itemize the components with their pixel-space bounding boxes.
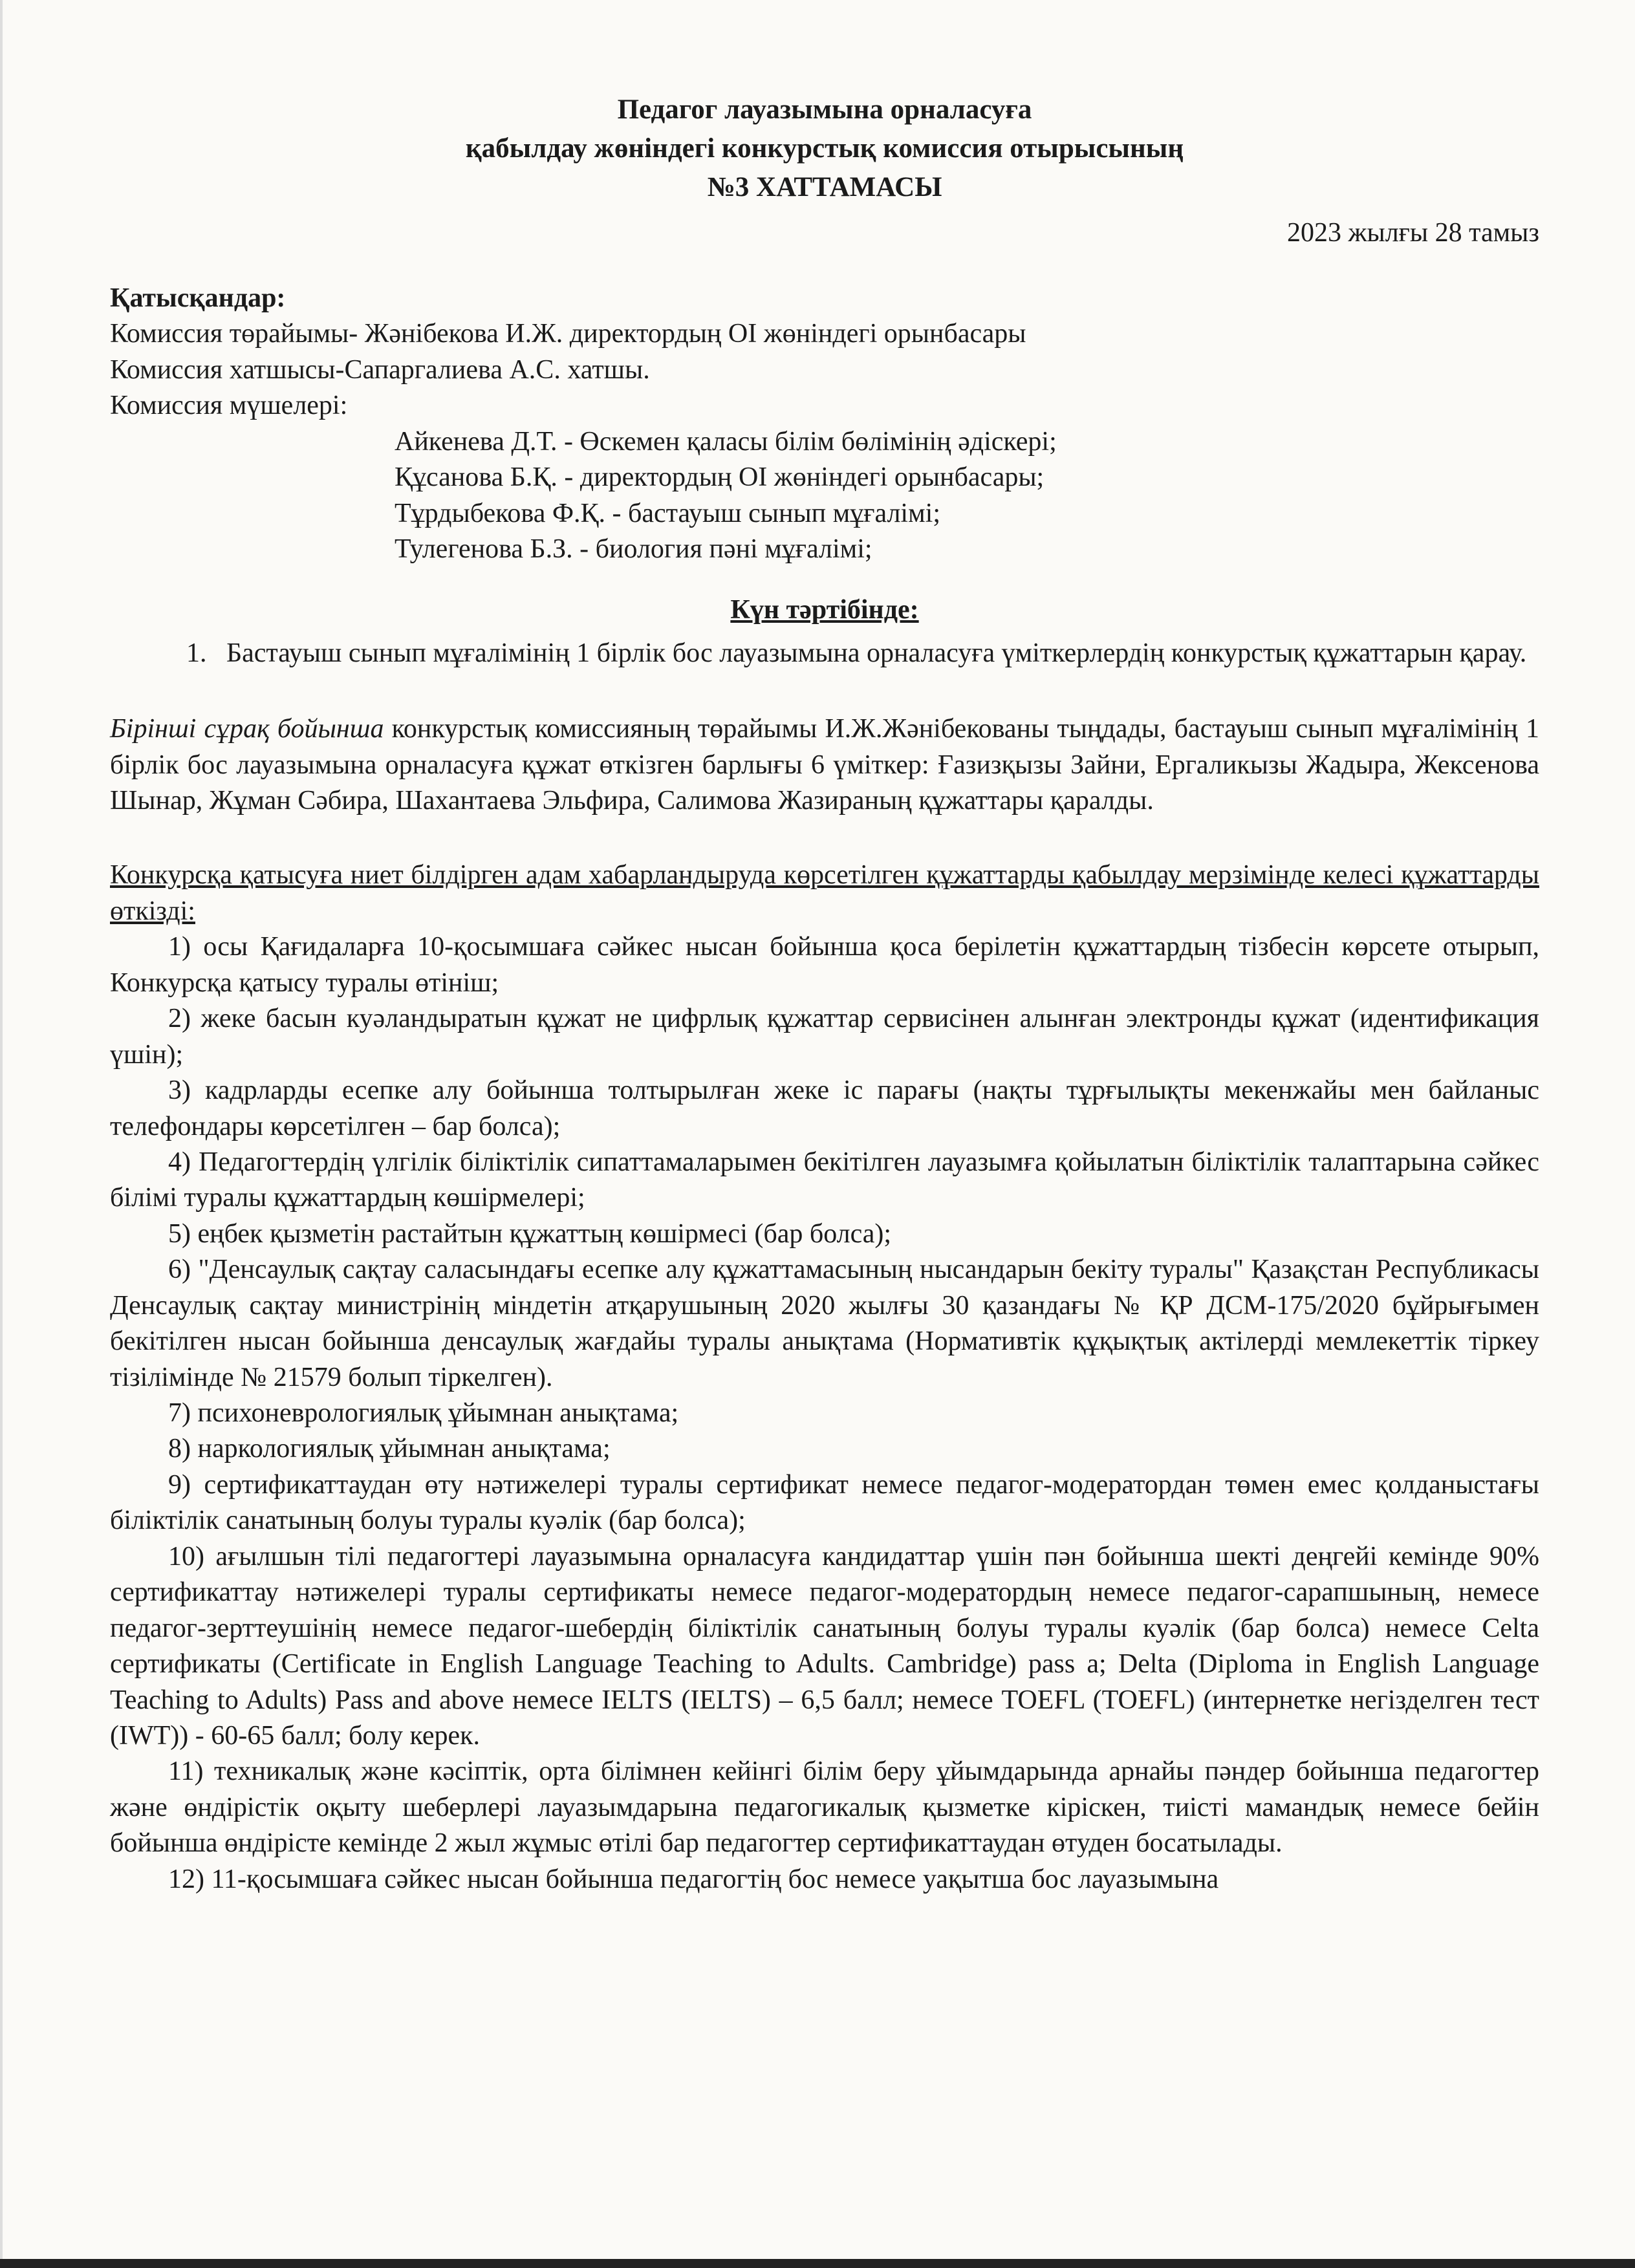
- document-item: 1) осы Қағидаларға 10-қосымшаға сәйкес нысан бойынша қоса берілетін құжаттардың тізбесін көрсете отырып, Конкурсқа қатысу туралы өтініш;: [110, 932, 1539, 998]
- commission-chair: Комиссия төрайымы- Жәнібекова И.Ж. директордың ОІ жөніндегі орынбасары: [110, 319, 1026, 349]
- participants-heading: Қатысқандар:: [110, 283, 286, 313]
- document-date: 2023 жылғы 28 тамыз: [1286, 217, 1539, 248]
- first-question-lead: Бірінші сұрақ бойынша: [110, 714, 384, 744]
- document-item: 4) Педагогтердің үлгілік біліктілік сипаттамаларымен бекітілген лауазымға қойылатын біліктілік талаптарына сәйкес білімі туралы құжаттардың көшірмелері;: [110, 1147, 1539, 1213]
- document-item: 3) кадрларды есепке алу бойынша толтырылған жеке іс парағы (нақты тұрғылықты мекенжайы мен байланыс телефондары көрсетілген – бар болса);: [110, 1075, 1539, 1141]
- document-item: 9) сертификаттаудан өту нәтижелері туралы сертификат немесе педагог-модератордан төмен емес қолданыстағы біліктілік санатының болуы туралы куәлік (бар болса);: [110, 1469, 1539, 1536]
- first-question-text: конкурстық комиссияның төрайымы И.Ж.Жәнібекованы тыңдады, бастауыш сынып мұғалімінің 1 бірлік бос лауазымына орналасуға құжат өткізген барлығы 6 үміткер: Ғазизқызы Зайни, Ергаликызы Жадыра, Жексенова Шынар, Жұман Сәбира, Шахантаева Эльфира, Салимова Жазираның құжаттары қаралды.: [110, 714, 1539, 815]
- document-item: 10) ағылшын тілі педагогтері лауазымына орналасуға кандидаттар үшін пән бойынша шекті деңгейі кемінде 90% сертификаттау нәтижелері туралы сертификаты немесе педагог-модератордың немесе педагог-сарапшының, немесе педагог-зерттеушінің немесе педагог-шебердің біліктілік санатының болуы туралы куәлік (бар болса) немесе Celta сертификаты (Certificate in English Language Teaching to Adults. Cambridge) pass a; Delta (Diploma in English Language Teaching to Adults) Pass and above немесе IELTS (IELTS) – 6,5 балл; немесе TOEFL (TOEFL) (интернетке негізделген тест (IWT)) - 60-65 балл; болу керек.: [110, 1541, 1539, 1751]
- agenda-item: 1. Бастауыш сынып мұғалімінің 1 бірлік бос лауазымына орналасуға үміткерлердің конкурстық құжаттарын қарау.: [213, 632, 1539, 675]
- scan-bottom-edge: [0, 2259, 1635, 2268]
- member-item: Құсанова Б.Қ. - директордың ОІ жөніндегі орынбасары;: [395, 462, 1045, 493]
- member-item: Тұрдыбекова Ф.Қ. - бастауыш сынып мұғалімі;: [395, 498, 940, 528]
- document-title: [110, 91, 1539, 208]
- document-item: 8) наркологиялық ұйымнан анықтама;: [168, 1434, 611, 1464]
- commission-secretary: Комиссия хатшысы-Сапаргалиева А.С. хатшы.: [110, 354, 650, 385]
- document-item: 2) жеке басын куәландыратын құжат не цифрлық құжаттар сервисінен алынған электронды құжат (идентификация үшін);: [110, 1004, 1539, 1070]
- title-line-3: №3 ХАТТАМАСЫ: [707, 172, 942, 203]
- documents-heading: Конкурсқа қатысуға ниет білдірген адам хабарландыруда көрсетілген құжаттарды қабылдау мерзімінде келесі құжаттарды өткізді:: [110, 860, 1539, 926]
- document-item: 7) психоневрологиялық ұйымнан анықтама;: [168, 1398, 679, 1428]
- document-item: 11) техникалық және кәсіптік, орта білімнен кейінгі білім беру ұйымдарында арнайы пәндер бойынша педагогтер және өндірістік оқыту шеберлері лауазымдарына педагогикалық қызметке кіріскен, тиісті мамандық немесе бейін бойынша өндірісте кемінде 2 жыл жұмыс өтілі бар педагогтер сертификаттаудан өтуден босатылады.: [110, 1756, 1539, 1859]
- member-item: Тулегенова Б.З. - биология пәні мұғалімі;: [395, 534, 872, 565]
- agenda-list: [110, 632, 1539, 675]
- document-item: 5) еңбек қызметін растайтын құжаттың көшірмесі (бар болса);: [168, 1218, 892, 1249]
- document-item: 12) 11-қосымшаға сәйкес нысан бойынша педагогтің бос немесе уақытша бос лауазымына: [168, 1864, 1219, 1894]
- title-line-2: қабылдау жөніндегі конкурстық комиссия отырысының: [465, 133, 1184, 164]
- document-item: 6) "Денсаулық сақтау саласындағы есепке алу құжаттамасының нысандарын бекіту туралы" Қазақстан Республикасы Денсаулық сақтау министрінің міндетін атқарушының 2020 жылғы 30 қазандағы № ҚР ДСМ-175/2020 бұйрығымен бекітілген нысан бойынша денсаулық жағдайы туралы анықтама (Нормативтік құқықтық актілерді мемлекеттік тіркеу тізілімінде № 21579 болып тіркелген).: [110, 1255, 1539, 1392]
- documents-list: [110, 929, 1539, 1897]
- title-line-1: Педагог лауазымына орналасуға: [617, 94, 1032, 125]
- members-heading: Комиссия мүшелері:: [110, 391, 348, 421]
- agenda-heading: Күн тәртібінде:: [730, 594, 919, 625]
- members-list: [110, 424, 1539, 568]
- scan-left-edge: [0, 0, 3, 2268]
- first-question-paragraph: [110, 711, 1539, 819]
- member-item: Айкенева Д.Т. - Өскемен қаласы білім бөлімінің әдіскері;: [395, 426, 1057, 457]
